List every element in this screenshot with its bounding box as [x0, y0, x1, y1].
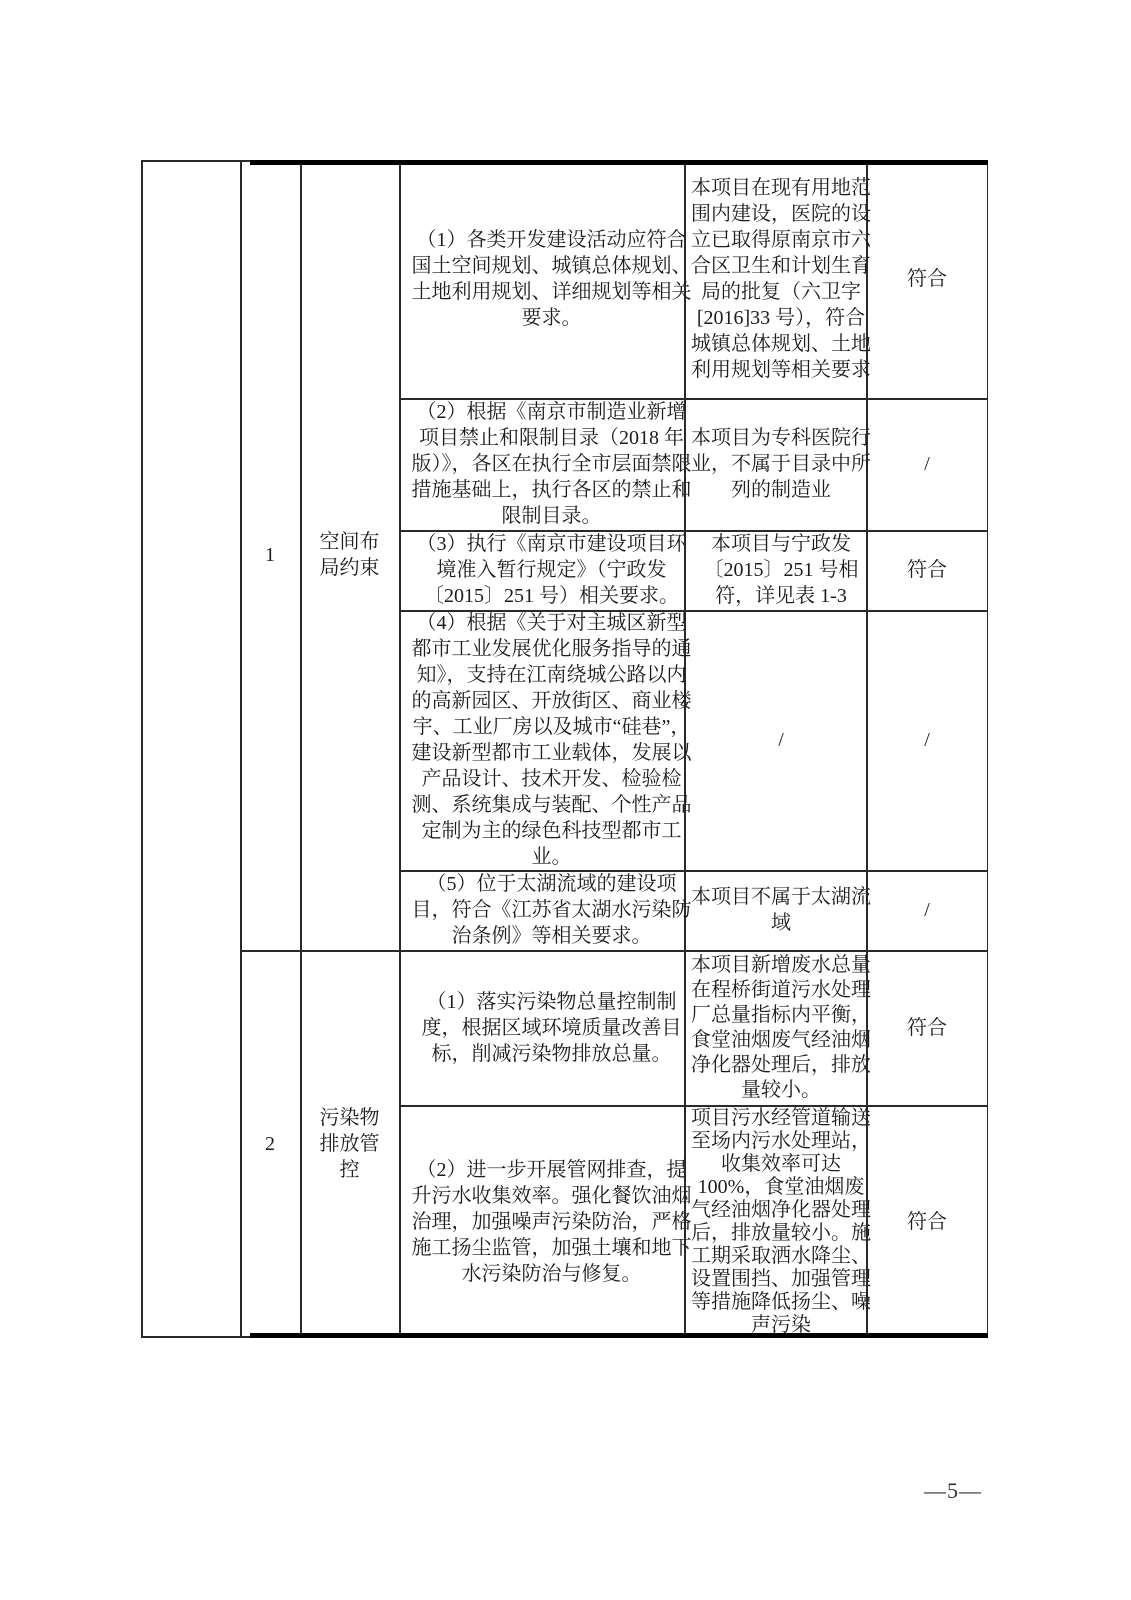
compliance-table [141, 160, 988, 1338]
cell-requirement-2-2: （2）进一步开展管网排查，提升污水收集效率。强化餐饮油烟治理，加强噪声污染防治，严格施工扬尘监管，加强土壤和地下水污染防治与修复。 [411, 1158, 692, 1285]
cell-conclusion-1-2: / [924, 453, 930, 475]
cell-requirement-1-5: （5）位于太湖流域的建设项目，符合《江苏省太湖水污染防治条例》等相关要求。 [411, 873, 692, 947]
cell-category-1: 空间布局约束 [319, 531, 380, 579]
cell-seq-no-1: 1 [265, 544, 275, 566]
cell-situation-1-4: / [778, 729, 784, 751]
cell-situation-1-5: 本项目不属于太湖流域 [691, 886, 871, 934]
cell-requirement-2-1: （1）落实污染物总量控制制度，根据区域环境质量改善目标，削减污染物排放总量。 [421, 990, 682, 1065]
cell-situation-1-1: 本项目在现有用地范围内建设，医院的设立已取得原南京市六合区卫生和计划生育局的批复（六卫字[2016]33 号），符合城镇总体规划、土地利用规划等相关要求 [691, 177, 871, 381]
cell-requirement-1-3: （3）执行《南京市建设项目环境准入暂行规定》（宁政发〔2015〕251 号）相关要求。 [416, 533, 687, 607]
cell-conclusion-1-4: / [924, 729, 930, 751]
cell-conclusion-2-1: 符合 [907, 1016, 947, 1039]
cell-conclusion-1-1: 符合 [907, 268, 947, 290]
cell-requirement-1-4: （4）根据《关于对主城区新型都市工业发展优化服务指导的通知》，支持在江南绕城公路以内的高新园区、开放街区、商业楼宇、工业厂房以及城市“硅巷”，建设新型都市工业载体，发展以产品设计、技术开发、检验检测、系统集成与装配、个性产品定制为主的绿色科技型都市工业。 [411, 612, 692, 868]
cell-conclusion-1-5: / [924, 899, 930, 921]
cell-seq-no-2: 2 [265, 1133, 275, 1155]
cell-situation-1-2: 本项目为专科医院行业，不属于目录中所列的制造业 [691, 427, 871, 501]
page-number: —5— [924, 1478, 982, 1503]
cell-conclusion-1-3: 符合 [907, 559, 947, 581]
cell-situation-2-1: 本项目新增废水总量在程桥街道污水处理厂总量指标内平衡，食堂油烟废气经油烟净化器处理后，排放量较小。 [691, 953, 871, 1101]
cell-situation-2-2: 项目污水经管道输送至场内污水处理站，收集效率可达100%，食堂油烟废气经油烟净化器处理后，排放量较小。施工期采取洒水降尘、设置围挡、加强管理等措施降低扬尘、噪声污染 [691, 1106, 871, 1336]
cell-requirement-1-2: （2）根据《南京市制造业新增项目禁止和限制目录（2018 年版）》，各区在执行全市层面禁限措施基础上，执行各区的禁止和限制目录。 [411, 401, 692, 527]
cell-category-2: 污染物排放管控 [319, 1107, 380, 1181]
cell-requirement-1-1: （1）各类开发建设活动应符合国土空间规划、城镇总体规划、土地利用规划、详细规划等相关要求。 [411, 229, 692, 329]
continuation-cell [141, 160, 240, 1338]
cell-conclusion-2-2: 符合 [907, 1210, 947, 1233]
cell-situation-1-3: 本项目与宁政发〔2015〕251 号相符，详见表 1-3 [703, 533, 859, 607]
